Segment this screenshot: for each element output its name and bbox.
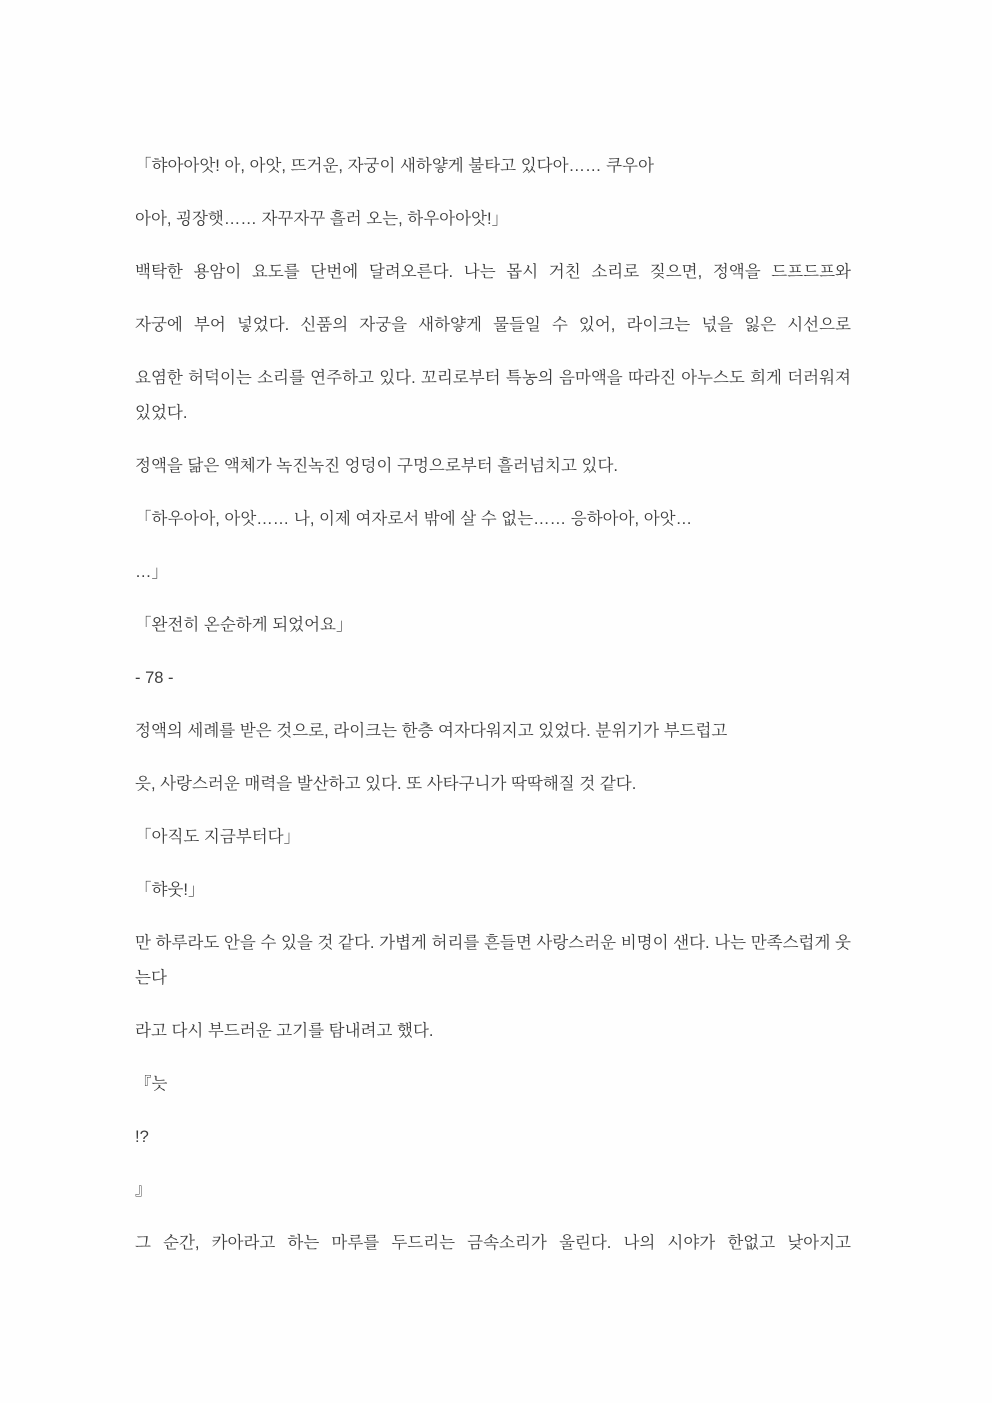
paragraph: 요염한 허덕이는 소리를 연주하고 있다. 꼬리로부터 특농의 음마액을 따라진 아누스도 희게 더러워져 있었다. [135, 369, 851, 422]
paragraph: 「아직도 지금부터다」 [135, 828, 301, 846]
paragraph: …」 [135, 563, 168, 581]
paragraph: 만 하루라도 안을 수 있을 것 같다. 가볍게 허리를 흔들면 사랑스러운 비명이 샌다. 나는 만족스럽게 웃는다 [135, 934, 851, 987]
paragraph: 「햐웃!」 [135, 881, 205, 899]
paragraph: 』 [135, 1181, 152, 1199]
paragraph: 『늣 [135, 1075, 168, 1093]
paragraph: 읏, 사랑스러운 매력을 발산하고 있다. 또 사타구니가 딱딱해질 것 같다. [135, 775, 637, 793]
paragraph: 정액을 닮은 액체가 녹진녹진 엉덩이 구멍으로부터 흘러넘치고 있다. [135, 457, 618, 475]
paragraph: 그 순간, 카아라고 하는 마루를 두드리는 금속소리가 울린다. 나의 시야가 한없고 낮아지고 [135, 1234, 851, 1252]
page-number: - 78 - [135, 669, 174, 687]
paragraph: 아아, 굉장햇…… 자꾸자꾸 흘러 오는, 하우아아앗!」 [135, 210, 509, 228]
document-body [135, 149, 851, 1279]
paragraph: 「하우아아, 아앗…… 나, 이제 여자로서 밖에 살 수 없는…… 응하아아, 아앗… [135, 510, 693, 528]
paragraph: 백탁한 용암이 요도를 단번에 달려오른다. 나는 몹시 거친 소리로 짖으면, 정액을 드프드프와 [135, 263, 851, 281]
paragraph: 「완전히 온순하게 되었어요」 [135, 616, 353, 634]
paragraph: 라고 다시 부드러운 고기를 탐내려고 했다. [135, 1022, 434, 1040]
paragraph: 「햐아아앗! 아, 아앗, 뜨거운, 자궁이 새하얗게 불타고 있다아…… 쿠우아 [135, 157, 654, 175]
paragraph: !? [135, 1128, 149, 1146]
paragraph: 정액의 세례를 받은 것으로, 라이크는 한층 여자다워지고 있었다. 분위기가 부드럽고 [135, 722, 728, 740]
paragraph: 자궁에 부어 넣었다. 신품의 자궁을 새하얗게 물들일 수 있어, 라이크는 넋을 잃은 시선으로 [135, 316, 851, 334]
